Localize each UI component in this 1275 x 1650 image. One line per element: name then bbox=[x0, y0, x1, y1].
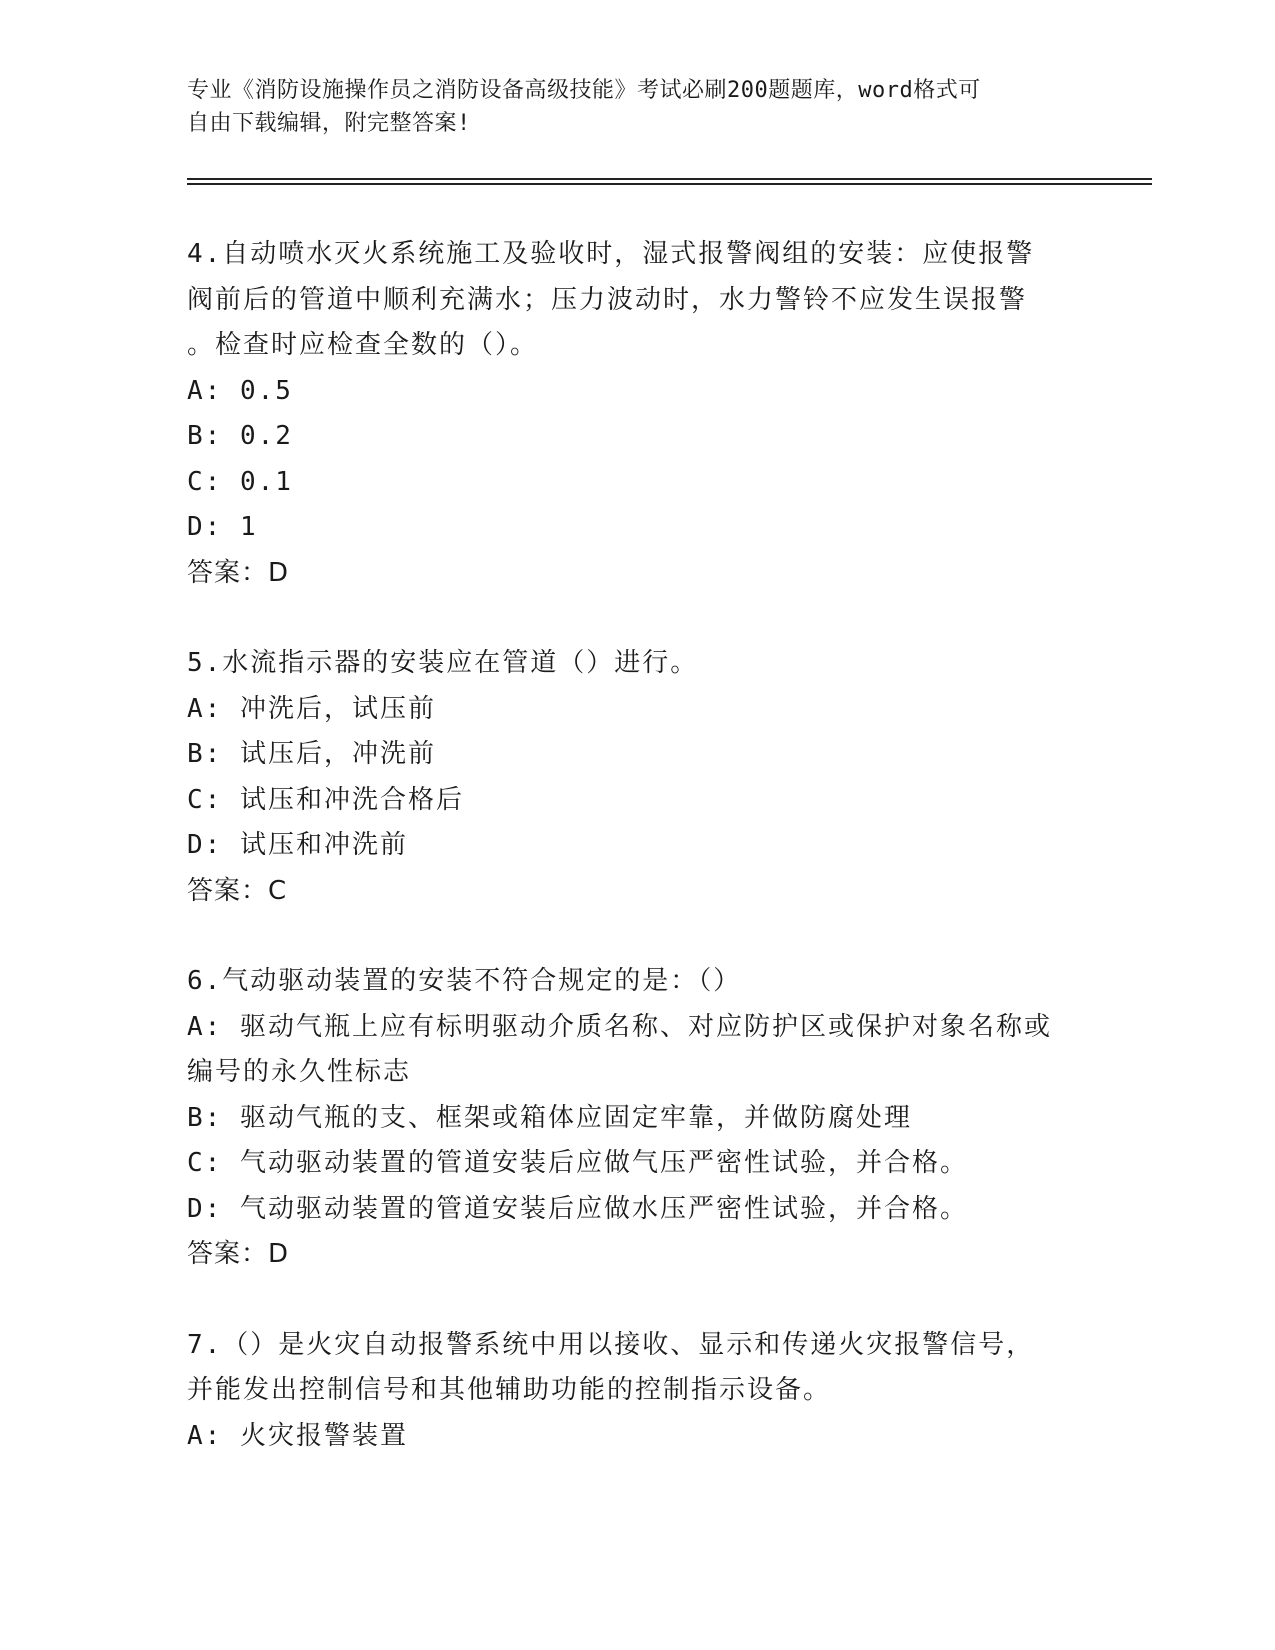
option-b: B: 试压后，冲洗前 bbox=[187, 739, 436, 769]
question-text: 4.自动喷水灭火系统施工及验收时，湿式报警阀组的安装：应使报警 bbox=[187, 239, 1035, 269]
answer-text: 答案：D bbox=[187, 1239, 290, 1269]
option-b: B: 0.2 bbox=[187, 421, 293, 451]
option-a: A: 冲洗后，试压前 bbox=[187, 693, 436, 724]
question-4 bbox=[187, 232, 1087, 596]
question-text: 。检查时应检查全数的（）。 bbox=[187, 330, 539, 360]
question-text: 阀前后的管道中顺利充满水；压力波动时，水力警铃不应发生误报警 bbox=[187, 284, 1028, 315]
answer-text: 答案：C bbox=[187, 875, 288, 906]
option-a: A: 火灾报警装置 bbox=[187, 1420, 408, 1451]
question-list bbox=[187, 232, 1087, 1504]
document-header bbox=[187, 74, 1067, 140]
question-text: 5.水流指示器的安装应在管道（）进行。 bbox=[187, 648, 699, 678]
option-c: C: 试压和冲洗合格后 bbox=[187, 784, 464, 815]
question-text: 并能发出控制信号和其他辅助功能的控制指示设备。 bbox=[187, 1375, 832, 1405]
option-c: C: 0.1 bbox=[187, 466, 293, 497]
header-divider-double bbox=[187, 183, 1152, 185]
question-text: 6.气动驱动装置的安装不符合规定的是：（） bbox=[187, 966, 742, 996]
header-line-2: 自由下载编辑，附完整答案! bbox=[187, 111, 471, 136]
question-6 bbox=[187, 959, 1087, 1278]
option-a: A: 0.5 bbox=[187, 375, 293, 406]
option-c: C: 气动驱动装置的管道安装后应做气压严密性试验，并合格。 bbox=[187, 1148, 968, 1178]
option-d: D: 1 bbox=[187, 512, 258, 542]
question-5 bbox=[187, 641, 1087, 914]
answer-text: 答案：D bbox=[187, 557, 290, 588]
question-7 bbox=[187, 1323, 1087, 1460]
option-d: D: 试压和冲洗前 bbox=[187, 830, 408, 860]
option-b: B: 驱动气瓶的支、框架或箱体应固定牢靠，并做防腐处理 bbox=[187, 1102, 912, 1133]
option-a-continued: 编号的永久性标志 bbox=[187, 1057, 412, 1087]
option-d: D: 气动驱动装置的管道安装后应做水压严密性试验，并合格。 bbox=[187, 1193, 968, 1224]
option-a: A: 驱动气瓶上应有标明驱动介质名称、对应防护区或保护对象名称或 bbox=[187, 1011, 1052, 1042]
header-divider bbox=[187, 178, 1152, 180]
header-line-1: 专业《消防设施操作员之消防设备高级技能》考试必刷200题题库，word格式可 bbox=[187, 78, 981, 103]
question-text: 7.（）是火灾自动报警系统中用以接收、显示和传递火灾报警信号， bbox=[187, 1329, 1035, 1360]
